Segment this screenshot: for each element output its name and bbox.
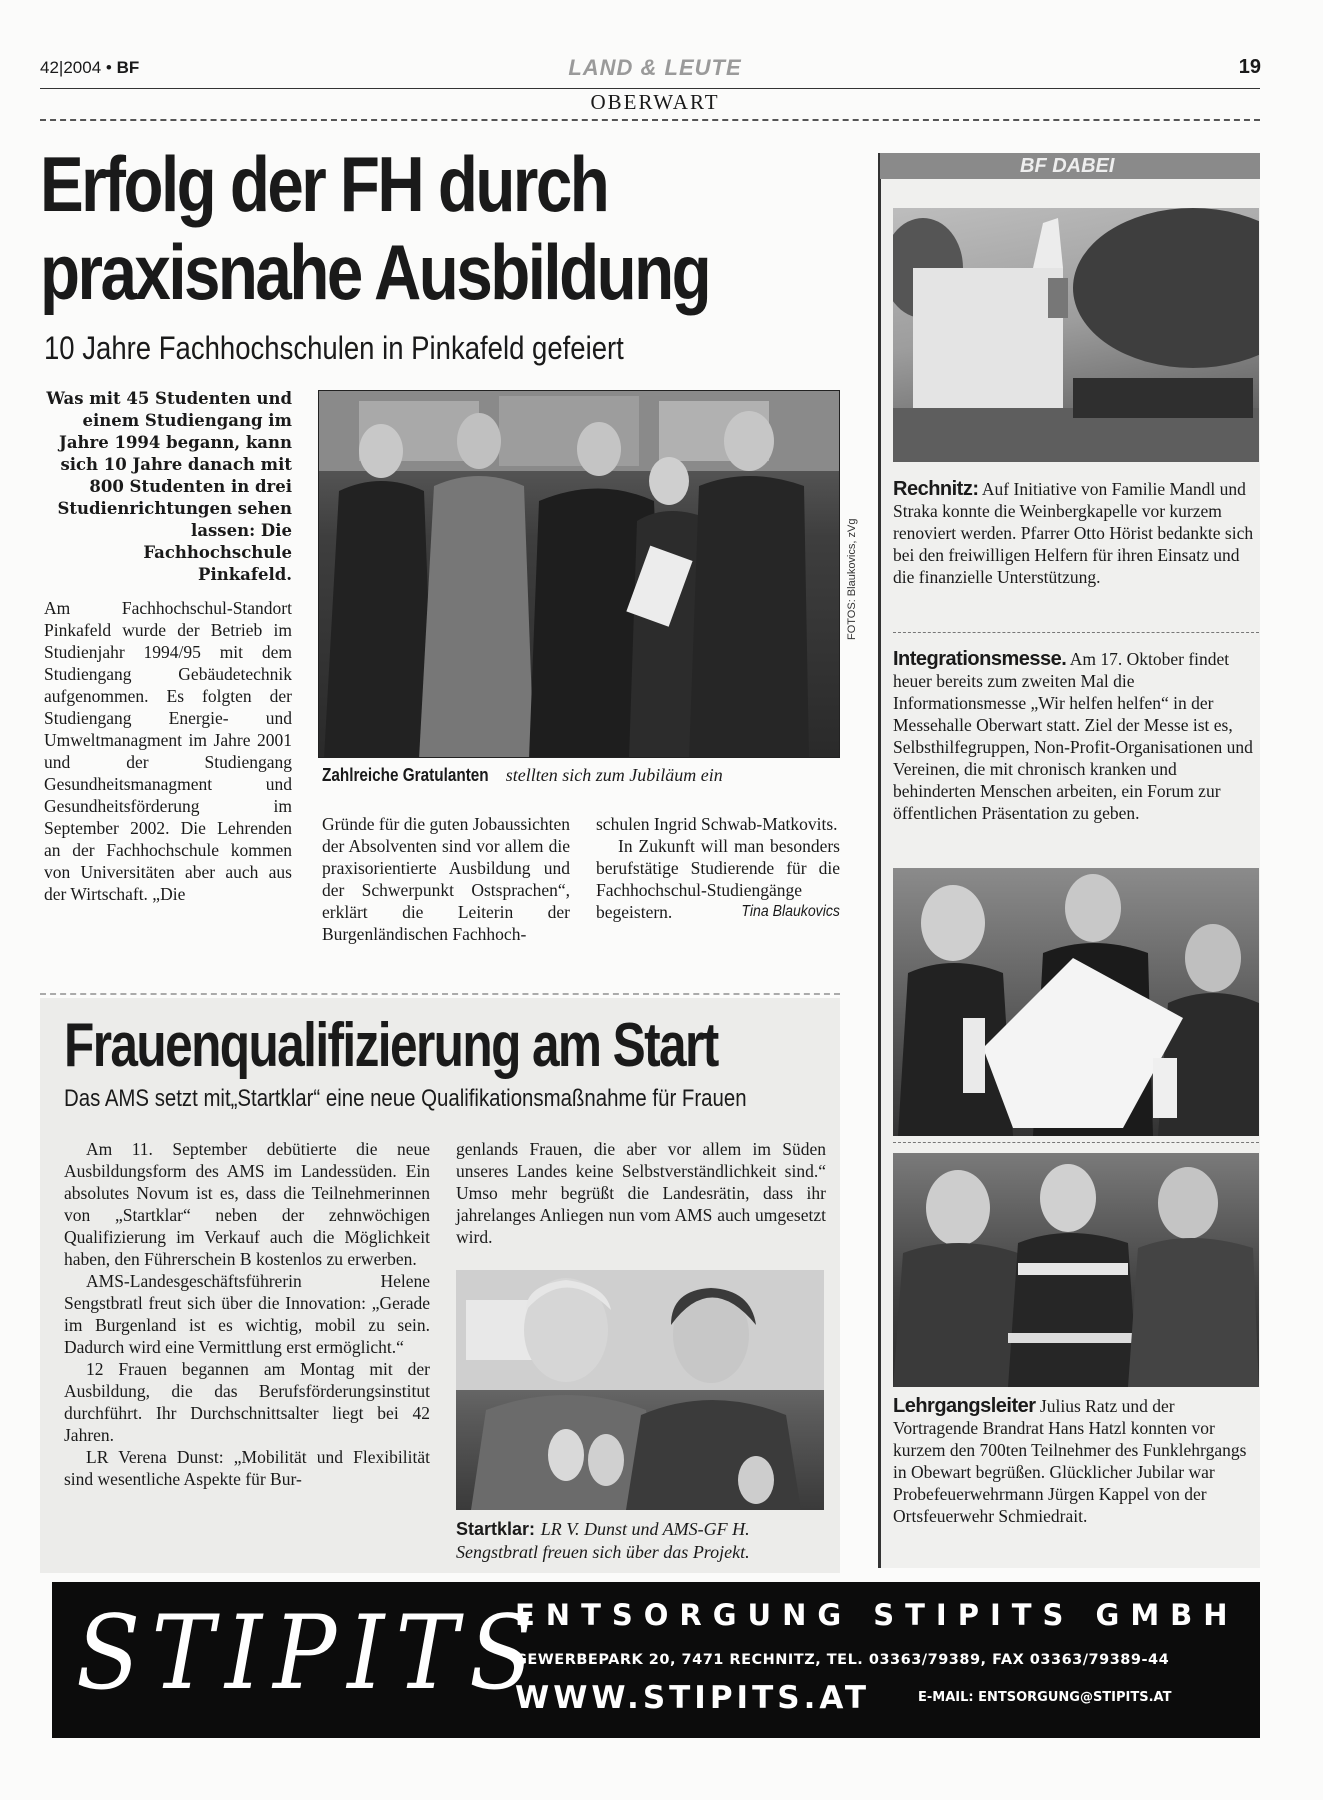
rechnitz-label: Rechnitz: — [893, 478, 979, 500]
article2-subhead: Das AMS setzt mit„Startklar“ eine neue Qualifikationsmaßnahme für Frauen — [64, 1085, 747, 1112]
group-photo-illustration — [319, 391, 840, 758]
lehrgang-item — [893, 1395, 1258, 1527]
integration-label: Integrationsmesse. — [893, 648, 1067, 670]
lehrgang-label: Lehrgangsleiter — [893, 1395, 1036, 1417]
paragraph: LR Verena Dunst: „Mobilität und Flexibilität sind wesentliche Aspekte für Bur- — [64, 1447, 430, 1489]
sidebar-divider — [893, 1142, 1259, 1143]
paragraph: AMS-Landesgeschäftsführerin Helene Sengstbratl freut sich über die Innovation: „Gerade im Burgenland ist es wichtig, mobil zu sein. Dadurch wird eine Vermittlung erst ermöglicht.“ — [64, 1271, 430, 1357]
caption-text: LR V. Dunst und AMS-GF H. Sengstbratl freuen sich über das Projekt. — [456, 1519, 750, 1562]
article-headline — [40, 140, 710, 316]
messe-illustration — [893, 868, 1259, 1136]
article2-headline: Frauenqualifizierung am Start — [64, 1011, 718, 1080]
group-photo — [318, 390, 840, 758]
headline-line-1: Erfolg der FH durch — [40, 140, 608, 228]
chapel-photo — [893, 208, 1259, 462]
article-lead: Was mit 45 Studenten und einem Studiengang im Jahre 1994 begann, kann sich 10 Jahre danach mit 800 Studenten in drei Studienrichtungen sehen lassen: Die Fachhochschule Pinkafeld. — [46, 389, 292, 584]
article-subhead: 10 Jahre Fachhochschulen in Pinkafeld gefeiert — [44, 330, 624, 366]
paragraph: Am 11. September debütierte die neue Ausbildungsform des AMS im Landessüden. Ein absolutes Novum ist es, dass die Teilnehmerinnen von „Startklar“ neben der zehnwöchigen Qualifizierung im Verkauf auch die Möglichkeit haben, den Führerschein B kostenlos zu erwerben. — [64, 1139, 430, 1269]
chapel-illustration — [893, 208, 1259, 462]
section-divider — [40, 993, 840, 995]
sidebar-title: BF DABEI — [880, 153, 1260, 179]
headline-line-2: praxisnahe Ausbildung — [40, 228, 710, 316]
messe-photo — [893, 868, 1259, 1136]
rechnitz-text: Auf Initiative von Familie Mandl und Straka konnte die Weinbergkapelle vor kurzem renoviert werden. Pfarrer Otto Hörist bedankte sich bei den freiwilligen Helfern für ihren Einsatz und die finanzielle Unterstützung. — [893, 479, 1254, 587]
ad-company: ENTSORGUNG STIPITS GMBH — [515, 1598, 1239, 1632]
photo-caption-2 — [456, 1518, 836, 1564]
ad-address: GEWERBEPARK 20, 7471 RECHNITZ, TEL. 03363/79389, FAX 03363/79389-44 — [515, 1652, 1170, 1668]
ad-email-link[interactable]: E-MAIL: ENTSORGUNG@STIPITS.AT — [918, 1690, 1172, 1705]
article-column-3 — [596, 813, 840, 923]
section-title: LAND & LEUTE — [568, 55, 742, 80]
sidebar-divider — [893, 632, 1259, 633]
women-photo-illustration — [456, 1270, 824, 1510]
header-rule — [40, 88, 1260, 89]
article-column-1: Am Fachhochschul-Standort Pinkafeld wurde der Betrieb im Studienjahr 1994/95 mit dem Studiengang Gebäudetechnik aufgenommen. Es folgten der Studiengang Energie- und Umweltmanagment im Jahre 2001 und der Studiengang Gesundheitsmanagment und Gesundheitsförderung im September 2002. Die Lehrenden an der Fachhochschule kommen von Universitäten aber auch aus der Wirtschaft. „Die — [44, 598, 292, 904]
integration-text: Am 17. Oktober findet heuer bereits zum zweiten Mal die Informationsmesse „Wir helfen helfen“ in der Messehalle Oberwart statt. Ziel der Messe ist es, Selbsthilfegruppen, Non-Profit-Organisationen und Vereinen, die mit chronisch kranken und behinderten Menschen arbeiten, ein Forum zur öffentlichen Präsentation zu geben. — [893, 649, 1253, 823]
caption-label: Zahlreiche Gratulanten — [322, 765, 489, 785]
rechnitz-item — [893, 478, 1258, 588]
photo-caption — [322, 765, 723, 786]
ad-logo: STIPITS — [76, 1594, 545, 1713]
article2-column-1 — [64, 1138, 430, 1490]
brand-label: BF — [116, 58, 140, 77]
issue-number: 42|2004 • BF — [40, 58, 140, 77]
page-number: 19 — [1238, 56, 1261, 78]
article2-column-2: genlands Frauen, die aber vor allem im Süden unseres Landes keine Selbstverständlichkeit sind.“ Umso mehr begrüßt die Landesrätin, dass ihr jahrelanges Anliegen nun vom AMS auch umgesetzt wird. — [456, 1139, 826, 1247]
integration-item — [893, 648, 1258, 824]
lehrgang-text: Julius Ratz und der Vortragende Brandrat Hans Hatzl konnten vor kurzem den 700ten Teilnehmer des Funklehrgangs in Obewart begrüßen. Glücklicher Jubilar war Probefeuerwehrmann Jürgen Kappel von der Ortsfeuerwehr Schmiedrait. — [893, 1396, 1247, 1526]
paragraph: schulen Ingrid Schwab-Matkovits. — [596, 814, 838, 834]
ad-website-link[interactable]: WWW.STIPITS.AT — [515, 1680, 871, 1716]
firefighters-photo — [893, 1153, 1259, 1387]
paragraph: 12 Frauen begannen am Montag mit der Ausbildung, die das Berufsförderungsinstitut durchführt. Ihr Durchschnittsalter liegt bei 42 Jahren. — [64, 1359, 430, 1445]
caption-text: stellten sich zum Jubiläum ein — [505, 765, 723, 785]
women-photo — [456, 1270, 824, 1510]
photo-credit: FOTOS: Blaukovics, zVg — [846, 518, 858, 640]
region-title: OBERWART — [590, 90, 720, 114]
article-column-2: Gründe für die guten Jobaussichten der Absolventen sind vor allem die praxisorientierte Ausbildung und der Schwerpunkt Ostsprachen“, erklärt die Leiterin der Burgenländischen Fachhoch- — [322, 814, 570, 944]
paragraph: In Zukunft will man besonders berufstätige Studierende für die Fachhochschul-Studiengänge begeistern. — [596, 836, 840, 922]
firefighters-illustration — [893, 1153, 1259, 1387]
header-divider — [40, 119, 1260, 121]
author-byline: Tina Blaukovics — [741, 903, 840, 920]
caption-label: Startklar: — [456, 1519, 536, 1539]
